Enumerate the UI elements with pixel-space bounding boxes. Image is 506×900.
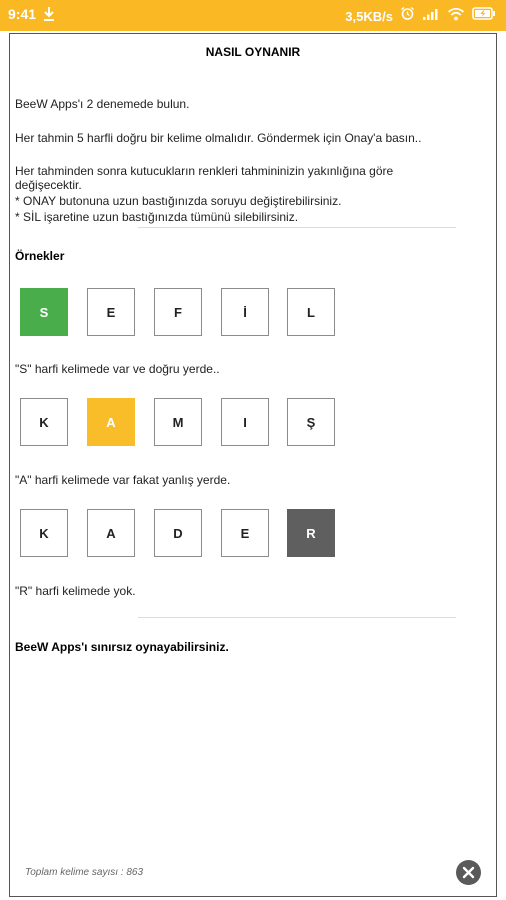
- letter-tile-absent: R: [287, 509, 335, 557]
- letter-tile: Ş: [287, 398, 335, 446]
- divider: [138, 227, 456, 228]
- letter-tile: E: [87, 288, 135, 336]
- color-rule-line-1: Her tahminden sonra kutucukların renkleri tahmininizin yakınlığına göre: [15, 164, 394, 178]
- color-rule-line-2: değişecektir.: [15, 178, 82, 192]
- letter-tile-present: A: [87, 398, 135, 446]
- close-button[interactable]: [456, 860, 481, 885]
- letter-tile-correct: S: [20, 288, 68, 336]
- letter-tile: K: [20, 398, 68, 446]
- status-bar: [0, 0, 506, 31]
- tip-delete: * SİL işaretine uzun bastığınızda tümünü silebilirsiniz.: [15, 210, 299, 224]
- letter-tile: D: [154, 509, 202, 557]
- battery-icon: [472, 7, 496, 25]
- total-word-count: Toplam kelime sayısı : 863: [25, 867, 144, 878]
- status-indicators: [345, 6, 496, 26]
- download-icon: [42, 5, 56, 23]
- letter-tile: M: [154, 398, 202, 446]
- tip-confirm: * ONAY butonuna uzun bastığınızda soruyu değiştirebilirsiniz.: [15, 194, 342, 208]
- letter-tile: L: [287, 288, 335, 336]
- close-icon: [456, 860, 481, 885]
- signal-icon: [422, 7, 440, 26]
- example-caption-present: "A" harfi kelimede var fakat yanlış yerde.: [15, 473, 231, 487]
- letter-tile: K: [20, 509, 68, 557]
- alarm-icon: [400, 6, 415, 26]
- letter-tile: I: [221, 398, 269, 446]
- rule-text: Her tahmin 5 harfli doğru bir kelime olmalıdır. Göndermek için Onay'a basın..: [15, 131, 422, 145]
- intro-text: BeeW Apps'ı 2 denemede bulun.: [15, 97, 190, 111]
- letter-tile: A: [87, 509, 135, 557]
- how-to-play-dialog: [9, 33, 497, 897]
- closing-text: BeeW Apps'ı sınırsız oynayabilirsiniz.: [15, 640, 229, 654]
- dialog-title: NASIL OYNANIR: [205, 45, 301, 59]
- wifi-icon: [447, 7, 465, 26]
- letter-tile: F: [154, 288, 202, 336]
- divider: [138, 617, 456, 618]
- examples-heading: Örnekler: [15, 249, 65, 263]
- letter-tile: İ: [221, 288, 269, 336]
- example-caption-correct: "S" harfi kelimede var ve doğru yerde..: [15, 362, 220, 376]
- network-speed: 3,5KB/s: [345, 8, 393, 24]
- example-caption-absent: "R" harfi kelimede yok.: [15, 584, 136, 598]
- status-time: 9:41: [8, 6, 37, 22]
- letter-tile: E: [221, 509, 269, 557]
